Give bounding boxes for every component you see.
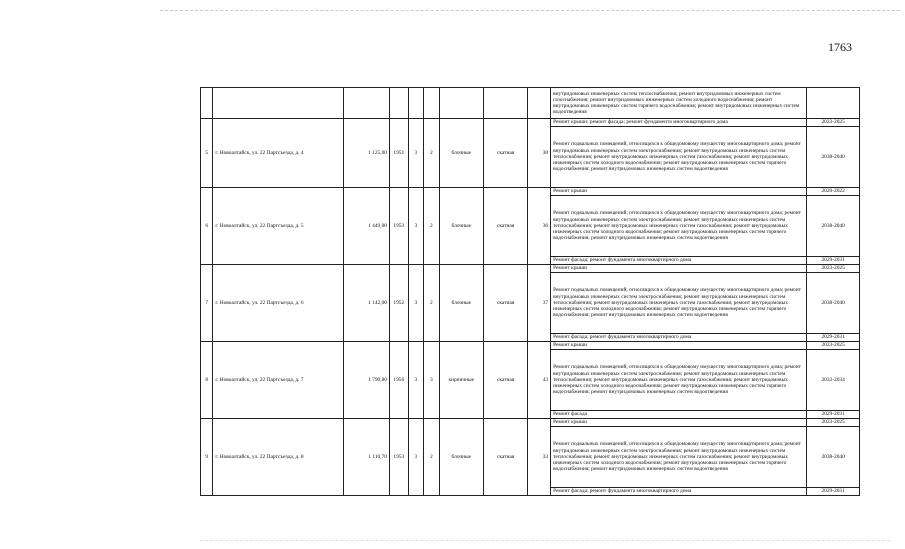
repair-schedule-table	[200, 87, 860, 496]
continuation-works-cell: внутридомовых инженерных систем теплоснабжения; ремонт внутридомовых инженерных систем газоснабжения; ремонт внутридомовых инженерных систем холодного водоснабжения; ремонт внутридомовых инженерных систем горячего водоснабжения; ремонт внутридомовых инженерных систем водоотведения	[551, 88, 807, 119]
row-number-cell: 5	[201, 119, 213, 188]
work-description-cell: Ремонт подвальных помещений, относящихся к общедомовому имуществу многоквартирного дома; ремонт внутридомовых инженерных систем электроснабжения; ремонт внутридомовых инженерных систем теплоснабжения; ремонт внутридомовых инженерных систем газоснабжения; ремонт внутридомовых инженерных систем холодного водоснабжения; ремонт внутридомовых инженерных систем горячего водоснабжения; ремонт внутридомовых инженерных систем водоотведения	[551, 273, 807, 334]
work-description-cell: Ремонт фасада	[551, 411, 807, 419]
scan-bottom-line	[200, 540, 890, 541]
roof-type-cell: скатная	[483, 265, 527, 342]
address-cell: г. Новоалтайск, ул. 22 Партсъезда, д. 6	[213, 265, 343, 342]
work-description-cell: Ремонт подвальных помещений, относящихся к общедомовому имуществу многоквартирного дома; ремонт внутридомовых инженерных систем электроснабжения; ремонт внутридомовых инженерных систем теплоснабжения; ремонт внутридомовых инженерных систем газоснабжения; ремонт внутридомовых инженерных систем холодного водоснабжения; ремонт внутридомовых инженерных систем горячего водоснабжения; ремонт внутридомовых инженерных систем водоотведения	[551, 196, 807, 257]
entrances-cell: 2	[424, 188, 439, 265]
wall-material-cell: блочные	[439, 265, 483, 342]
wall-material-cell: блочные	[439, 188, 483, 265]
area-cell: 1 125,00	[343, 119, 389, 188]
work-period-cell: 2020-2022	[807, 188, 860, 196]
area-cell: 1 110,70	[343, 419, 389, 496]
wall-material-cell: блочные	[439, 119, 483, 188]
work-description-cell: Ремонт крыши	[551, 342, 807, 350]
work-period-cell: 2023-2025	[807, 419, 860, 427]
roof-type-cell: скатная	[483, 188, 527, 265]
work-period-cell: 2029-2031	[807, 488, 860, 496]
work-description-cell: Ремонт фасада; ремонт фундамента многоквартирного дома	[551, 334, 807, 342]
row-number-cell: 8	[201, 342, 213, 419]
address-cell: г. Новоалтайск, ул. 22 Партсъезда, д. 5	[213, 188, 343, 265]
roof-type-cell: скатная	[483, 419, 527, 496]
work-description-cell: Ремонт крыши	[551, 419, 807, 427]
year-cell: 1951	[390, 119, 409, 188]
entrances-cell: 2	[424, 119, 439, 188]
area-cell: 1 142,00	[343, 265, 389, 342]
work-description-cell: Ремонт фасада; ремонт фундамента многоквартирного дома	[551, 488, 807, 496]
table-row	[201, 119, 860, 127]
row-number-cell: 6	[201, 188, 213, 265]
address-cell: г. Новоалтайск, ул. 22 Партсъезда, д. 4	[213, 119, 343, 188]
floors-cell: 3	[408, 119, 423, 188]
entrances-cell: 2	[424, 265, 439, 342]
work-period-cell: 2029-2031	[807, 257, 860, 265]
entrances-cell: 3	[424, 342, 439, 419]
apartments-cell: 43	[528, 342, 551, 419]
apartments-cell: 33	[528, 419, 551, 496]
floors-cell: 3	[408, 342, 423, 419]
roof-type-cell: скатная	[483, 119, 527, 188]
wall-material-cell: блочные	[439, 419, 483, 496]
area-cell: 1 790,80	[343, 342, 389, 419]
work-description-cell: Ремонт подвальных помещений, относящихся к общедомовому имуществу многоквартирного дома; ремонт внутридомовых инженерных систем электроснабжения; ремонт внутридомовых инженерных систем теплоснабжения; ремонт внутридомовых инженерных систем газоснабжения; ремонт внутридомовых инженерных систем холодного водоснабжения; ремонт внутридомовых инженерных систем горячего водоснабжения; ремонт внутридомовых инженерных систем водоотведения	[551, 127, 807, 188]
work-description-cell: Ремонт подвальных помещений, относящихся к общедомовому имуществу многоквартирного дома; ремонт внутридомовых инженерных систем электроснабжения; ремонт внутридомовых инженерных систем теплоснабжения; ремонт внутридомовых инженерных систем газоснабжения; ремонт внутридомовых инженерных систем холодного водоснабжения; ремонт внутридомовых инженерных систем горячего водоснабжения; ремонт внутридомовых инженерных систем водоотведения	[551, 350, 807, 411]
work-period-cell: 2023-2025	[807, 265, 860, 273]
work-description-cell: Ремонт фасада; ремонт фундамента многоквартирного дома	[551, 257, 807, 265]
address-cell: г. Новоалтайск, ул. 22 Партсъезда, д. 8	[213, 419, 343, 496]
work-period-cell: 2029-2031	[807, 411, 860, 419]
area-cell: 1 449,00	[343, 188, 389, 265]
apartments-cell: 30	[528, 119, 551, 188]
work-description-cell: Ремонт крыши; ремонт фасада; ремонт фундамента многоквартирного дома	[551, 119, 807, 127]
continuation-row	[201, 88, 860, 119]
work-period-cell: 2038-2040	[807, 273, 860, 334]
work-period-cell: 2038-2040	[807, 127, 860, 188]
apartments-cell: 37	[528, 265, 551, 342]
work-period-cell: 2029-2031	[807, 334, 860, 342]
work-period-cell: 2023-2025	[807, 342, 860, 350]
page-number: 1763	[828, 40, 852, 54]
year-cell: 1953	[390, 419, 409, 496]
apartments-cell: 36	[528, 188, 551, 265]
table-body	[201, 88, 860, 496]
scan-top-line	[160, 10, 900, 11]
roof-type-cell: скатная	[483, 342, 527, 419]
work-description-cell: Ремонт подвальных помещений, относящихся к общедомовому имуществу многоквартирного дома; ремонт внутридомовых инженерных систем электроснабжения; ремонт внутридомовых инженерных систем теплоснабжения; ремонт внутридомовых инженерных систем газоснабжения; ремонт внутридомовых инженерных систем холодного водоснабжения; ремонт внутридомовых инженерных систем горячего водоснабжения; ремонт внутридомовых инженерных систем водоотведения	[551, 427, 807, 488]
work-description-cell: Ремонт крыши	[551, 188, 807, 196]
floors-cell: 3	[408, 419, 423, 496]
table-row	[201, 419, 860, 427]
address-cell: г. Новоалтайск, ул. 22 Партсъезда, д. 7	[213, 342, 343, 419]
row-number-cell: 9	[201, 419, 213, 496]
year-cell: 1953	[390, 188, 409, 265]
floors-cell: 3	[408, 188, 423, 265]
row-number-cell: 7	[201, 265, 213, 342]
year-cell: 1952	[390, 265, 409, 342]
table-row	[201, 265, 860, 273]
work-period-cell: 2038-2040	[807, 427, 860, 488]
wall-material-cell: кирпичные	[439, 342, 483, 419]
work-period-cell: 2023-2025	[807, 119, 860, 127]
entrances-cell: 2	[424, 419, 439, 496]
table-row	[201, 188, 860, 196]
year-cell: 1956	[390, 342, 409, 419]
work-description-cell: Ремонт крыши	[551, 265, 807, 273]
table-row	[201, 342, 860, 350]
work-period-cell: 2032-2034	[807, 350, 860, 411]
floors-cell: 3	[408, 265, 423, 342]
work-period-cell: 2038-2040	[807, 196, 860, 257]
